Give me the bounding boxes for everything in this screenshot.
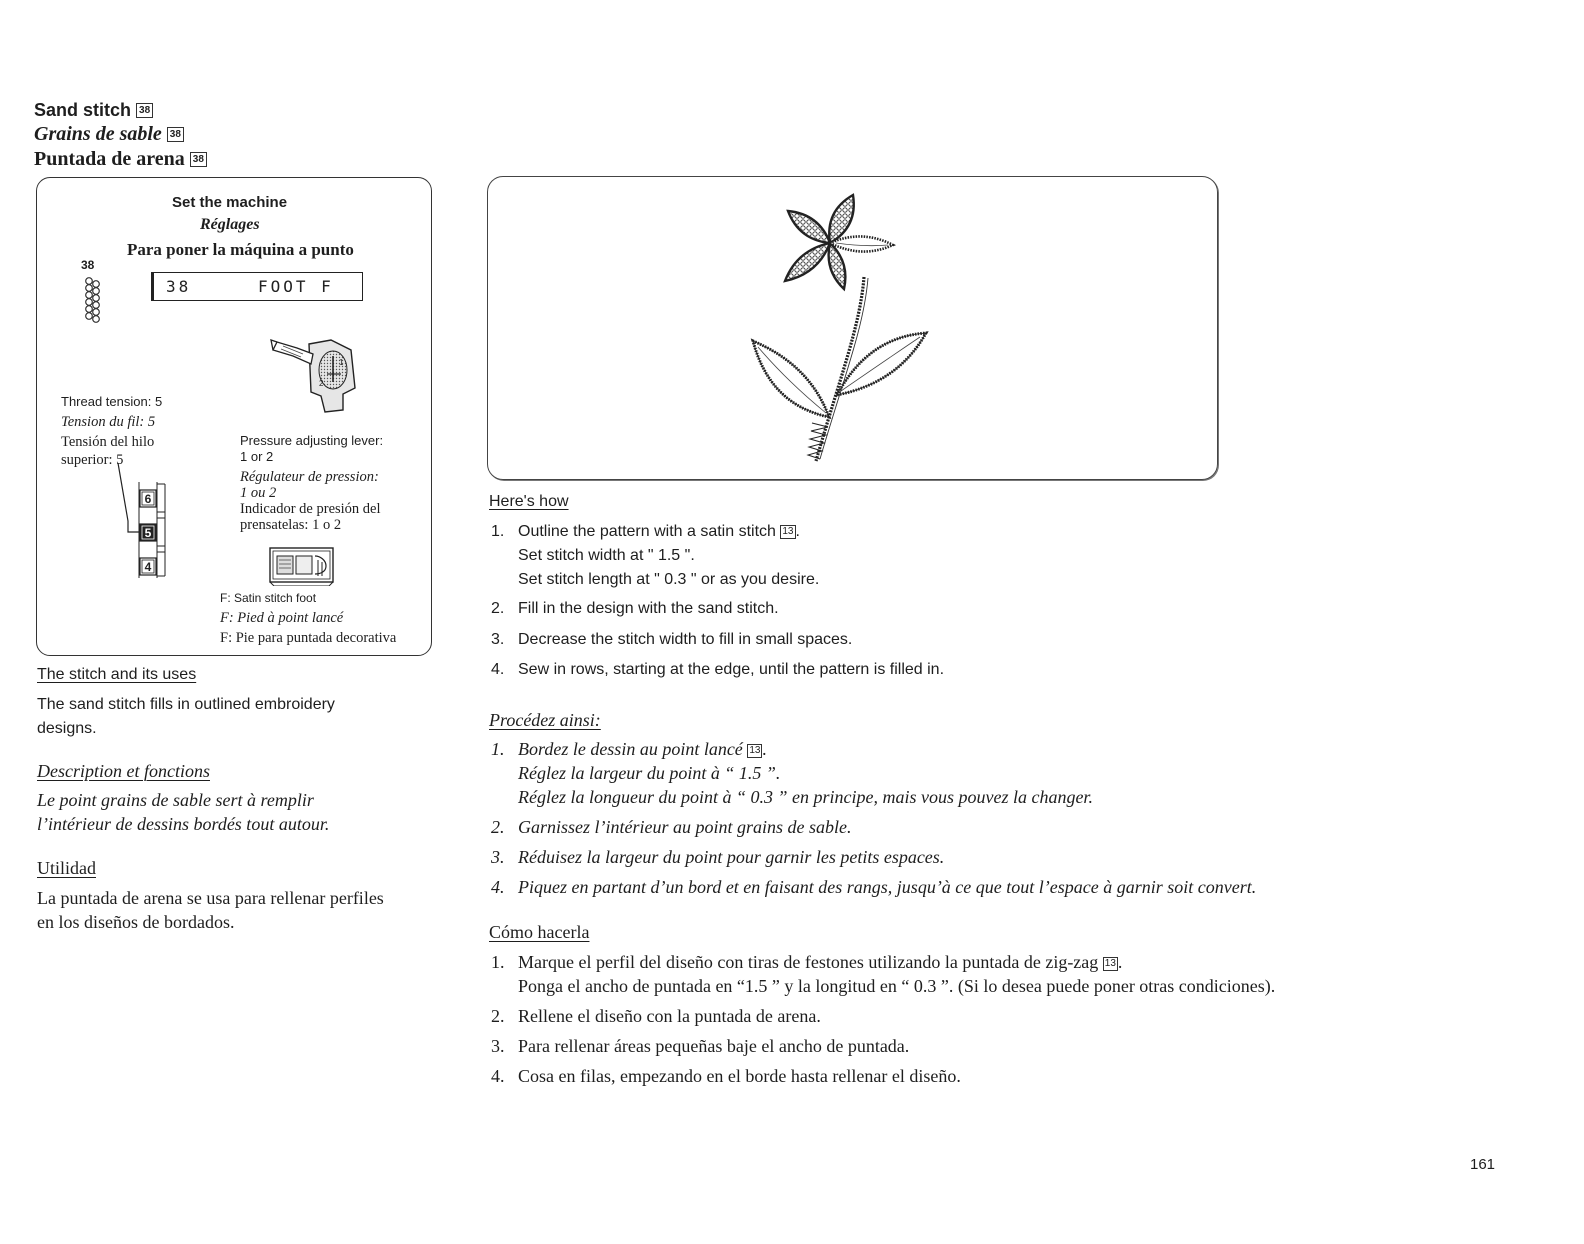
settings-heading-english: Set the machine xyxy=(172,194,288,211)
presser-foot-pressure-icon xyxy=(269,338,359,414)
howto-spanish-step-number: 3. xyxy=(491,1036,505,1056)
foot-spanish: F: Pie para puntada decorativa xyxy=(220,630,397,646)
title-spanish-text: Puntada de arena xyxy=(34,148,185,170)
pressure-english-line2: 1 or 2 xyxy=(240,449,274,464)
foot-french: F: Pied à point lancé xyxy=(220,610,344,626)
uses-heading-english: The stitch and its uses xyxy=(37,666,197,683)
howto-english-step-number: 2. xyxy=(491,600,505,617)
tension-dial-5-selected: 5 xyxy=(144,526,152,540)
howto-english-step-number: 4. xyxy=(491,661,505,678)
uses-english-line1: The sand stitch fills in outlined embroidery xyxy=(37,696,335,713)
tension-dial-4: 4 xyxy=(144,560,152,574)
thread-tension-spanish-line2: superior: 5 xyxy=(61,452,124,468)
pattern-badge: 38 xyxy=(136,103,153,118)
howto-spanish-step: Cosa en filas, empezando en el borde hasta rellenar el diseño. xyxy=(518,1066,961,1086)
howto-french-step-number: 2. xyxy=(491,817,505,837)
howto-french-step-number: 3. xyxy=(491,847,505,867)
howto-french-step-number: 1. xyxy=(491,739,505,759)
title-english-text: Sand stitch xyxy=(34,100,132,120)
pressure-french-line1: Régulateur de pression: xyxy=(240,469,379,485)
howto-spanish-step-number: 2. xyxy=(491,1006,505,1026)
howto-french-step-sub: Réglez la largeur du point à “ 1.5 ”. xyxy=(518,763,781,783)
lcd-foot-indicator: FOOT F xyxy=(258,277,334,296)
thread-tension-english: Thread tension: 5 xyxy=(61,394,163,409)
thread-tension-spanish-line1: Tensión del hilo xyxy=(61,434,155,450)
uses-french-line1: Le point grains de sable sert à remplir xyxy=(37,790,314,810)
foot-english: F: Satin stitch foot xyxy=(220,591,317,605)
howto-french-step: Réduisez la largeur du point pour garnir les petits espaces. xyxy=(518,847,945,867)
title-french xyxy=(34,122,184,146)
pattern-badge: 38 xyxy=(167,127,184,142)
lcd-display xyxy=(151,272,363,301)
howto-spanish-step xyxy=(518,952,1122,972)
stitch-badge: 13 xyxy=(749,745,761,756)
pattern-number-label: 38 xyxy=(81,258,95,272)
pressure-french-line2: 1 ou 2 xyxy=(240,485,277,501)
tension-dial-icon xyxy=(110,462,178,580)
step-text: Bordez le dessin au point lancé xyxy=(518,739,743,759)
howto-english-step-sub: Set stitch width at " 1.5 ". xyxy=(518,547,695,564)
tension-dial-6: 6 xyxy=(144,492,152,506)
howto-english-step: Sew in rows, starting at the edge, until the pattern is filled in. xyxy=(518,661,945,678)
thread-tension-french: Tension du fil: 5 xyxy=(61,414,156,430)
settings-heading-spanish: Para poner la máquina a punto xyxy=(127,240,354,259)
embroidery-example-box xyxy=(487,176,1218,480)
howto-english-step-sub: Set stitch length at " 0.3 " or as you desire. xyxy=(518,571,820,588)
howto-spanish-step: Rellene el diseño con la puntada de arena. xyxy=(518,1006,821,1026)
flower-embroidery-illustration xyxy=(488,177,1216,478)
machine-settings-box xyxy=(36,177,432,656)
howto-french-step: Garnissez l’intérieur au point grains de sable. xyxy=(518,817,852,837)
howto-spanish-step-number: 1. xyxy=(491,952,505,972)
page-number: 161 xyxy=(1470,1156,1496,1173)
howto-spanish-step: Para rellenar áreas pequeñas baje el ancho de puntada. xyxy=(518,1036,910,1056)
howto-english-step: Decrease the stitch width to fill in small spaces. xyxy=(518,631,853,648)
settings-heading-french: Réglages xyxy=(200,216,260,233)
howto-heading-spanish: Cómo hacerla xyxy=(489,922,590,942)
title-english xyxy=(34,98,153,122)
uses-spanish-line2: en los diseños de bordados. xyxy=(37,912,235,932)
howto-french-step: Piquez en partant d’un bord et en faisant des rangs, jusqu’à ce que tout l’espace à garnir soit convert. xyxy=(518,877,1257,897)
howto-english-step: Fill in the design with the sand stitch. xyxy=(518,600,779,617)
howto-french-step-number: 4. xyxy=(491,877,505,897)
pressure-spanish-line2: prensatelas: 1 o 2 xyxy=(240,517,342,533)
stitch-badge: 13 xyxy=(782,526,794,537)
title-spanish xyxy=(34,147,207,171)
howto-english-step-number: 3. xyxy=(491,631,505,648)
uses-heading-french: Description et fonctions xyxy=(37,761,210,781)
pressure-english-line1: Pressure adjusting lever: xyxy=(240,433,384,448)
step-text-end: . xyxy=(762,739,767,759)
howto-spanish-step-sub: Ponga el ancho de puntada en “1.5 ” y la longitud en “ 0.3 ”. (Si lo desea puede poner otras condiciones). xyxy=(518,976,1276,996)
stitch-badge: 13 xyxy=(1104,958,1116,969)
howto-english-step xyxy=(518,522,800,542)
howto-heading-french: Procédez ainsi: xyxy=(489,710,601,730)
uses-english-line2: designs. xyxy=(37,720,97,737)
uses-spanish-line1: La puntada de arena se usa para rellenar perfiles xyxy=(37,888,384,908)
satin-stitch-foot-icon xyxy=(268,546,336,586)
lever-mark-2: 2 xyxy=(319,379,324,388)
howto-french-step-sub: Réglez la longueur du point à “ 0.3 ” en principe, mais vous pouvez la changer. xyxy=(518,787,1093,807)
step-text-end: . xyxy=(1117,952,1123,972)
uses-french-line2: l’intérieur de dessins bordés tout autour. xyxy=(37,814,330,834)
step-text: Outline the pattern with a satin stitch xyxy=(518,523,776,540)
uses-heading-spanish: Utilidad xyxy=(37,858,96,878)
howto-french-step xyxy=(518,739,767,759)
pressure-spanish-line1: Indicador de presión del xyxy=(240,501,381,517)
title-french-text: Grains de sable xyxy=(34,123,162,145)
howto-spanish-step-number: 4. xyxy=(491,1066,505,1086)
howto-english-step-number: 1. xyxy=(491,523,505,540)
pattern-badge: 38 xyxy=(190,152,207,167)
step-text-end: . xyxy=(795,523,800,540)
howto-heading-english: Here's how xyxy=(489,493,569,510)
step-text: Marque el perfil del diseño con tiras de festones utilizando la puntada de zig-zag xyxy=(518,952,1099,972)
lcd-pattern-number: 38 xyxy=(166,277,192,296)
lever-mark-1: 1 xyxy=(339,358,344,367)
sand-stitch-pattern-icon xyxy=(83,277,103,325)
